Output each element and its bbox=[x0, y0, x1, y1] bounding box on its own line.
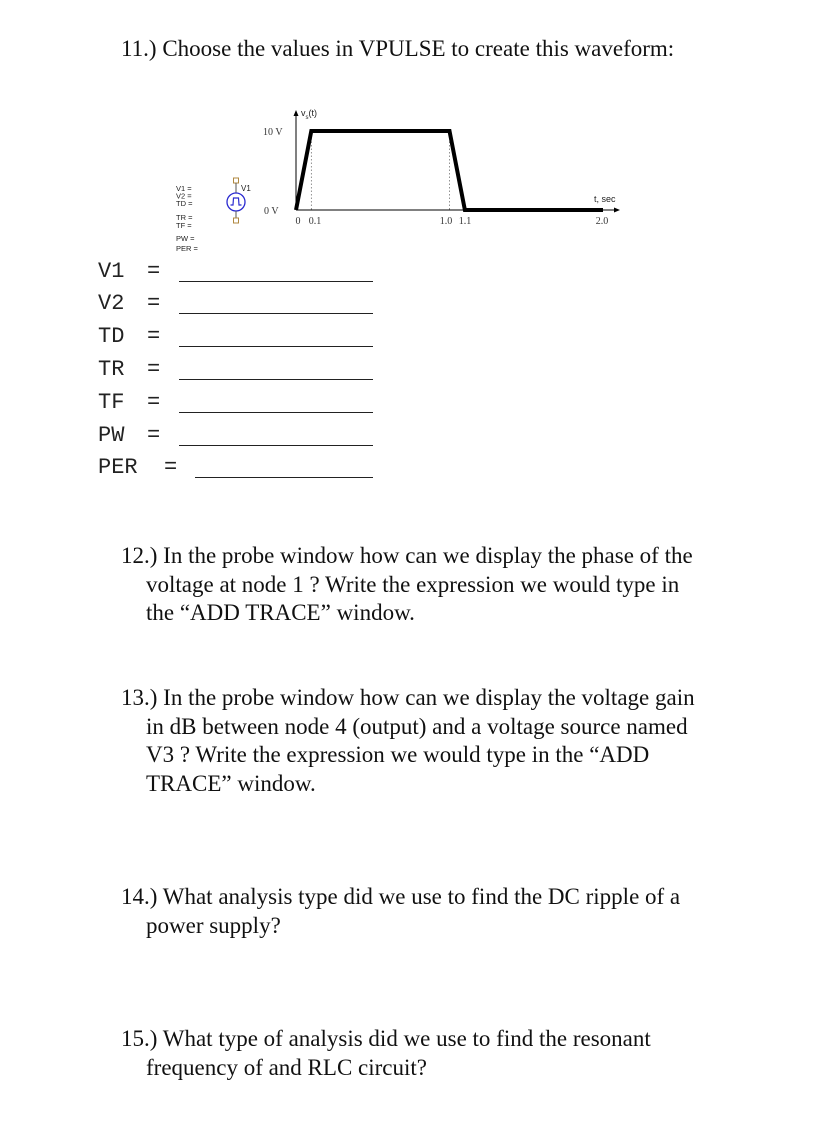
question-12-line3: the “ADD TRACE” window. bbox=[146, 600, 415, 625]
x-tick-labels bbox=[296, 216, 609, 227]
param-name: V2 bbox=[98, 291, 125, 316]
question-13-number: 13.) bbox=[121, 685, 158, 710]
x-tick-label: 0 bbox=[295, 216, 301, 227]
schematic-param: TD = bbox=[176, 199, 193, 208]
source-name-label: V1 bbox=[241, 184, 251, 193]
schematic-param: V2 = bbox=[176, 191, 192, 201]
question-14 bbox=[121, 883, 761, 940]
param-name: TF bbox=[98, 390, 125, 415]
x-tick-label: 2.0 bbox=[595, 216, 609, 227]
vpulse-figure bbox=[170, 100, 640, 260]
schematic-param: PER = bbox=[176, 244, 198, 253]
question-13-line2: in dB between node 4 (output) and a voltage source named bbox=[146, 713, 688, 739]
question-13-line3: V3 ? Write the expression we would type in the “ADD bbox=[146, 742, 650, 767]
question-15-line2: frequency of and RLC circuit? bbox=[146, 1054, 427, 1080]
question-12 bbox=[121, 542, 761, 628]
param-equals: = bbox=[147, 423, 161, 448]
param-name: TR bbox=[98, 357, 125, 382]
answer-blank[interactable] bbox=[179, 412, 373, 413]
answer-blank[interactable] bbox=[179, 445, 373, 446]
y-axis-arrow bbox=[294, 110, 299, 116]
param-name: PW bbox=[98, 423, 125, 448]
param-equals: = bbox=[147, 324, 161, 349]
question-11 bbox=[121, 35, 674, 64]
answer-blank[interactable] bbox=[195, 477, 373, 478]
question-13-line4: TRACE” window. bbox=[146, 770, 316, 796]
x-tick-label: 1.0 bbox=[439, 216, 453, 227]
x-axis-label: t, sec bbox=[594, 194, 616, 204]
param-name: PER bbox=[98, 455, 138, 480]
question-15 bbox=[121, 1025, 761, 1082]
param-equals: = bbox=[147, 357, 161, 382]
y-low-label: 0 V bbox=[264, 206, 279, 217]
param-name: V1 bbox=[98, 259, 125, 284]
question-14-line2: power supply? bbox=[146, 912, 281, 938]
question-13-line1: In the probe window how can we display the voltage gain bbox=[163, 685, 695, 710]
param-equals: = bbox=[147, 259, 161, 284]
dotted-guides bbox=[311, 131, 449, 210]
question-12-number: 12.) bbox=[121, 543, 158, 568]
schematic-param: PW = bbox=[176, 234, 195, 243]
schematic-param-list bbox=[176, 184, 199, 253]
question-15-line1: What type of analysis did we use to find the resonant bbox=[162, 1026, 651, 1051]
vpulse-source-icon bbox=[227, 178, 251, 223]
question-12-line2: voltage at node 1 ? Write the expression we would type in bbox=[146, 571, 680, 597]
param-equals: = bbox=[164, 455, 178, 480]
answer-blank[interactable] bbox=[179, 346, 373, 347]
question-12-line1: In the probe window how can we display the phase of the bbox=[163, 543, 693, 568]
question-15-number: 15.) bbox=[121, 1026, 158, 1051]
param-equals: = bbox=[147, 291, 161, 316]
question-11-number: 11.) bbox=[121, 36, 157, 61]
schematic-param: TF = bbox=[176, 221, 192, 230]
x-tick-label: 1.1 bbox=[458, 216, 472, 227]
schematic-param: TR = bbox=[176, 213, 193, 222]
answer-blank[interactable] bbox=[179, 281, 373, 282]
question-14-line1: What analysis type did we use to find the DC ripple of a bbox=[162, 884, 681, 909]
answer-blank[interactable] bbox=[179, 313, 373, 314]
schematic-param: V1 = bbox=[176, 184, 192, 193]
y-axis-label: $v_s(t)$ bbox=[301, 108, 317, 121]
param-equals: = bbox=[147, 390, 161, 415]
y-high-label: 10 V bbox=[263, 127, 283, 138]
question-14-number: 14.) bbox=[121, 884, 158, 909]
param-name: TD bbox=[98, 324, 125, 349]
question-13 bbox=[121, 684, 761, 798]
answer-blank[interactable] bbox=[179, 379, 373, 380]
question-11-text: Choose the values in VPULSE to create this waveform: bbox=[162, 36, 675, 61]
x-tick-label: 0.1 bbox=[308, 216, 322, 227]
x-axis-arrow bbox=[614, 208, 620, 213]
